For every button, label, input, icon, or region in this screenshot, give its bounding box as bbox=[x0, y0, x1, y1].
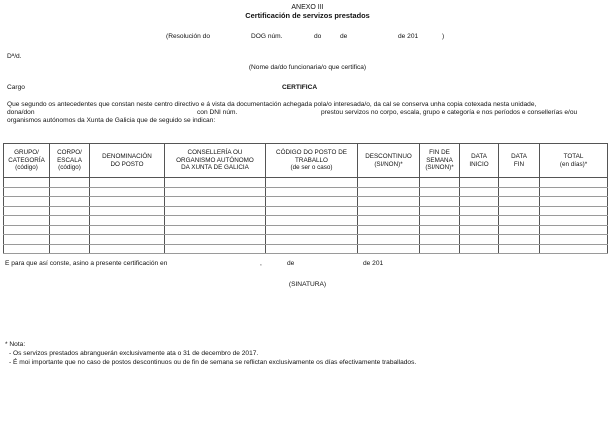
table-column-header bbox=[90, 144, 165, 178]
table-column-header bbox=[358, 144, 420, 178]
column-header-line: (de ser o caso) bbox=[290, 164, 333, 172]
table-row bbox=[4, 197, 608, 207]
column-header-line: CORPO/ bbox=[57, 149, 82, 157]
cargo-label: Cargo bbox=[7, 84, 25, 91]
table-cell[interactable] bbox=[165, 235, 266, 245]
table-cell[interactable] bbox=[358, 235, 420, 245]
table-row bbox=[4, 244, 608, 254]
table-cell[interactable] bbox=[499, 187, 540, 197]
resolution-reference bbox=[0, 33, 615, 43]
table-cell[interactable] bbox=[499, 244, 540, 254]
table-cell[interactable] bbox=[460, 178, 499, 188]
closing-comma: , bbox=[260, 260, 262, 267]
column-header-line: ESCALA bbox=[57, 156, 82, 164]
table-cell[interactable] bbox=[460, 235, 499, 245]
table-cell[interactable] bbox=[90, 235, 165, 245]
column-header-line: (en días)* bbox=[559, 160, 588, 168]
table-cell[interactable] bbox=[420, 216, 460, 226]
closing-text: E para que así conste, asino a presente certificación en bbox=[5, 260, 168, 267]
table-cell[interactable] bbox=[266, 187, 358, 197]
table-column-header bbox=[266, 144, 358, 178]
table-cell[interactable] bbox=[540, 206, 608, 216]
table-cell[interactable] bbox=[499, 216, 540, 226]
paragraph-line-3: organismos autónomos da Xunta de Galicia que de seguido se indican: bbox=[7, 117, 216, 125]
table-cell[interactable] bbox=[358, 187, 420, 197]
table-cell[interactable] bbox=[4, 187, 50, 197]
table-cell[interactable] bbox=[50, 197, 90, 207]
table-cell[interactable] bbox=[420, 225, 460, 235]
table-cell[interactable] bbox=[499, 235, 540, 245]
table-cell[interactable] bbox=[165, 187, 266, 197]
table-cell[interactable] bbox=[90, 216, 165, 226]
column-header-line: (SI/NON)* bbox=[374, 160, 403, 168]
column-header-line: SEMANA bbox=[426, 156, 453, 164]
table-cell[interactable] bbox=[499, 178, 540, 188]
services-table bbox=[3, 143, 608, 254]
table-cell[interactable] bbox=[165, 206, 266, 216]
table-cell[interactable] bbox=[540, 187, 608, 197]
column-header-line: INICIO bbox=[469, 160, 489, 168]
table-row bbox=[4, 225, 608, 235]
table-cell[interactable] bbox=[165, 197, 266, 207]
table-cell[interactable] bbox=[358, 206, 420, 216]
column-header-line: ORGANISMO AUTÓNOMO bbox=[176, 156, 254, 164]
table-cell[interactable] bbox=[499, 206, 540, 216]
closing-de: de bbox=[287, 260, 295, 267]
note-item: - É moi importante que no caso de postos descontinuos ou de fin de semana se reflictan exclusivamente os días efectivamente traballados. bbox=[9, 359, 417, 366]
resolution-do: do bbox=[314, 33, 322, 40]
certifica-heading: CERTIFICA bbox=[282, 84, 318, 91]
column-header-line: DO POSTO bbox=[110, 160, 144, 168]
table-cell[interactable] bbox=[358, 178, 420, 188]
table-cell[interactable] bbox=[165, 225, 266, 235]
table-column-header bbox=[540, 144, 608, 178]
paragraph-line-1: Que segundo os antecedentes que constan neste centro directivo e á vista da documentación achegada pola/o interesada/o, da cal se conserva unha copia cotexada nesta unidade, bbox=[7, 101, 537, 108]
table-cell[interactable] bbox=[420, 206, 460, 216]
column-header-line: CÓDIGO DO POSTO DE bbox=[276, 149, 347, 157]
table-cell[interactable] bbox=[90, 197, 165, 207]
column-header-line: (código) bbox=[15, 164, 38, 172]
document-title: Certificación de servizos prestados bbox=[245, 11, 370, 20]
certifier-name-note: (Nome da/do funcionaria/o que certifica) bbox=[248, 64, 367, 71]
table-cell[interactable] bbox=[460, 187, 499, 197]
table-cell[interactable] bbox=[4, 206, 50, 216]
table-cell[interactable] bbox=[358, 244, 420, 254]
table-row bbox=[4, 235, 608, 245]
table-cell[interactable] bbox=[50, 225, 90, 235]
table-cell[interactable] bbox=[420, 178, 460, 188]
signature-label: (SINATURA) bbox=[288, 281, 327, 288]
column-header-line: CONSELLERÍA OU bbox=[187, 149, 243, 157]
column-header-line: GRUPO/ bbox=[14, 149, 39, 157]
table-cell[interactable] bbox=[460, 225, 499, 235]
table-cell[interactable] bbox=[266, 178, 358, 188]
column-header-line: TOTAL bbox=[563, 153, 584, 161]
table-cell[interactable] bbox=[165, 178, 266, 188]
column-header-line: CATEGORÍA bbox=[8, 156, 45, 164]
column-header-line: DATA bbox=[471, 153, 487, 161]
table-row bbox=[4, 178, 608, 188]
table-header-row bbox=[4, 144, 608, 178]
column-header-line: TRABALLO bbox=[295, 156, 328, 164]
dona-don-label: dona/don bbox=[7, 109, 35, 117]
table-cell[interactable] bbox=[4, 235, 50, 245]
table-row bbox=[4, 216, 608, 226]
table-column-header bbox=[460, 144, 499, 178]
table-cell[interactable] bbox=[499, 197, 540, 207]
table-cell[interactable] bbox=[540, 225, 608, 235]
resolution-dog: DOG núm. bbox=[251, 33, 283, 40]
table-cell[interactable] bbox=[266, 197, 358, 207]
table-cell[interactable] bbox=[50, 235, 90, 245]
table-cell[interactable] bbox=[460, 206, 499, 216]
table-row bbox=[4, 187, 608, 197]
table-cell[interactable] bbox=[420, 197, 460, 207]
table-cell[interactable] bbox=[90, 187, 165, 197]
annex-title: ANEXO III bbox=[291, 4, 324, 11]
column-header-line: DESCONTINUO bbox=[365, 153, 412, 161]
services-statement: prestou servizos no corpo, escala, grupo e categoría e nos períodos e consellerías e/ou bbox=[321, 109, 578, 117]
table-cell[interactable] bbox=[540, 178, 608, 188]
table-row bbox=[4, 206, 608, 216]
table-cell[interactable] bbox=[460, 216, 499, 226]
resolution-year: de 201 bbox=[398, 33, 419, 40]
table-cell[interactable] bbox=[266, 225, 358, 235]
resolution-prefix: (Resolución do bbox=[166, 33, 210, 40]
table-cell[interactable] bbox=[4, 244, 50, 254]
table-cell[interactable] bbox=[540, 197, 608, 207]
table-cell[interactable] bbox=[460, 244, 499, 254]
table-cell[interactable] bbox=[165, 216, 266, 226]
column-header-line: (código) bbox=[58, 164, 81, 172]
table-cell[interactable] bbox=[266, 235, 358, 245]
table-cell[interactable] bbox=[358, 197, 420, 207]
table-cell[interactable] bbox=[50, 206, 90, 216]
table-column-header bbox=[499, 144, 540, 178]
note-title: * Nota: bbox=[5, 341, 26, 348]
certifier-name-label: Dª/d. bbox=[7, 53, 22, 60]
table-cell[interactable] bbox=[266, 244, 358, 254]
table-cell[interactable] bbox=[4, 197, 50, 207]
table-cell[interactable] bbox=[50, 216, 90, 226]
column-header-line: FIN bbox=[513, 160, 525, 168]
table-cell[interactable] bbox=[90, 206, 165, 216]
table-cell[interactable] bbox=[499, 225, 540, 235]
table-column-header bbox=[165, 144, 266, 178]
table-cell[interactable] bbox=[540, 216, 608, 226]
dni-label: con DNI núm. bbox=[197, 109, 238, 117]
table-column-header bbox=[420, 144, 460, 178]
table-cell[interactable] bbox=[540, 244, 608, 254]
resolution-close: ) bbox=[442, 33, 445, 40]
column-header-line: FIN DE bbox=[429, 149, 450, 157]
table-cell[interactable] bbox=[165, 244, 266, 254]
paragraph-line-2 bbox=[7, 109, 608, 117]
table-body bbox=[4, 178, 608, 254]
table-cell[interactable] bbox=[540, 235, 608, 245]
table-cell[interactable] bbox=[460, 197, 499, 207]
column-header-line: DATA bbox=[511, 153, 527, 161]
table-column-header bbox=[50, 144, 90, 178]
closing-statement bbox=[0, 260, 615, 270]
table-cell[interactable] bbox=[4, 178, 50, 188]
closing-year: de 201 bbox=[363, 260, 384, 267]
table-cell[interactable] bbox=[90, 178, 165, 188]
table-cell[interactable] bbox=[90, 225, 165, 235]
table-cell[interactable] bbox=[266, 216, 358, 226]
table-column-header bbox=[4, 144, 50, 178]
column-header-line: DA XUNTA DE GALICIA bbox=[181, 164, 249, 172]
table-cell[interactable] bbox=[420, 235, 460, 245]
resolution-de: de bbox=[340, 33, 348, 40]
table-cell[interactable] bbox=[50, 187, 90, 197]
table-cell[interactable] bbox=[4, 225, 50, 235]
column-header-line: (SI/NON)* bbox=[425, 164, 454, 172]
table-cell[interactable] bbox=[50, 178, 90, 188]
table-cell[interactable] bbox=[420, 187, 460, 197]
table-cell[interactable] bbox=[358, 225, 420, 235]
note-item: - Os servizos prestados abranguerán exclusivamente ata o 31 de decembro de 2017. bbox=[9, 350, 259, 357]
table-cell[interactable] bbox=[420, 244, 460, 254]
table-cell[interactable] bbox=[266, 206, 358, 216]
table-cell[interactable] bbox=[358, 216, 420, 226]
table-cell[interactable] bbox=[90, 244, 165, 254]
column-header-line: DENOMINACIÓN bbox=[102, 153, 152, 161]
table-cell[interactable] bbox=[50, 244, 90, 254]
certification-paragraph bbox=[7, 101, 608, 126]
table-cell[interactable] bbox=[4, 216, 50, 226]
